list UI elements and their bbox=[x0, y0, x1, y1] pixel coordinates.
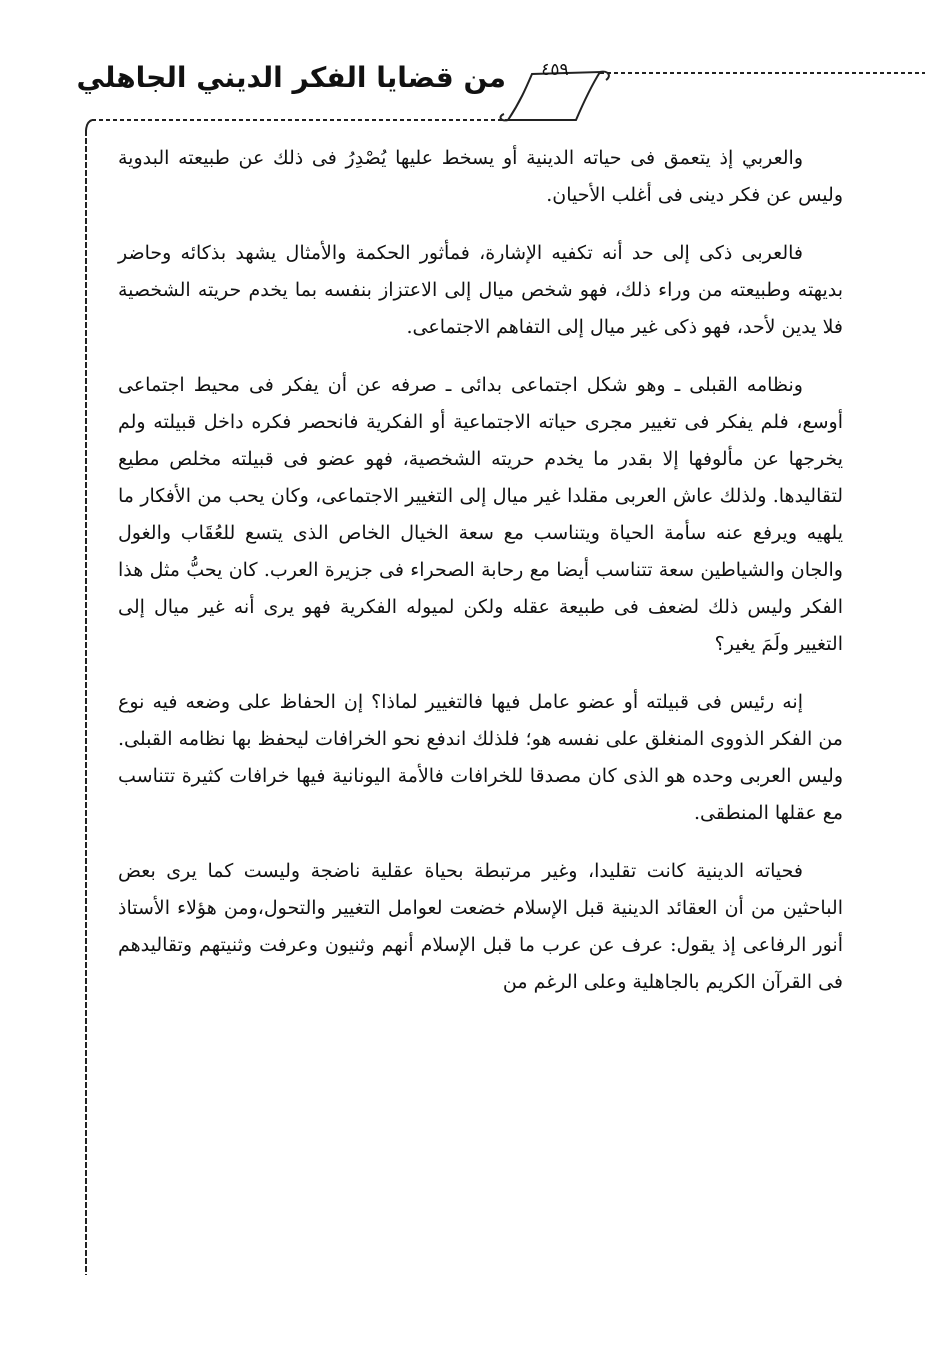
scroll-curl-bottom bbox=[501, 114, 508, 120]
left-border-rule bbox=[80, 130, 94, 1280]
paragraph: إنه رئيس فى قبيلته أو عضو عامل فيها فالتغيير لماذا؟ إن الحفاظ على وضعه فيه نوع من الفكر الذووى المنغلق على نفسه هو؛ فلذلك اندفع نحو الخرافات ليحفظ بها نظامه القبلى. وليس العربى وحده هو الذى كان مصدقا للخرافات فالأمة اليونانية فيها خرافات كثيرة تتناسب مع عقلها المنطقى. bbox=[118, 691, 843, 824]
border-corner bbox=[86, 120, 92, 130]
paragraph: ونظامه القبلى ـ وهو شكل اجتماعى بدائى ـ صرفه عن أن يفكر فى محيط اجتماعى أوسع، فلم يفكر فى تغيير مجرى حياته الاجتماعية أو الفكرية فانحصر فكره داخل قبيلته ولم يخرجها عن مألوفها إلا بقدر ما يخدم حريته الشخصية، فهو عضو فى قبيلته مخلص مطيع لتقاليدها. ولذلك عاش العربى مقلدا غير ميال إلى التغيير الاجتماعى، وكان يحب من الأفكار ما يلهيه ويرفع عنه سأمة الحياة ويتناسب مع سعة الخيال الخاص الذى يتسع للعُقَاب والغول والجان والشياطين سعة تتناسب أيضا مع رحابة الصحراء فى جزيرة العرب. كان يحبُّ مثل هذا الفكر وليس ذلك لضعف فى طبيعة عقله ولكن لميوله الفكرية فهو يرى أنه غير ميال إلى التغيير ولَمَ يغير؟ bbox=[118, 374, 843, 655]
paragraph: فحياته الدينية كانت تقليدا، وغير مرتبطة بحياة عقلية ناضجة وليست كما يرى بعض الباحثين من أن العقائد الدينية قبل الإسلام خضعت لعوامل التغيير والتحول،ومن هؤلاء الأستاذ أنور الرفاعى إذ يقول: عرف عن عرب ما قبل الإسلام أنهم وثنيون وعرفت وثنيتهم وتقاليدهم فى القرآن الكريم بالجاهلية وعلى الرغم من bbox=[118, 860, 843, 993]
page-header bbox=[0, 40, 925, 120]
running-title: من قضايا الفكر الديني الجاهلي bbox=[76, 61, 506, 94]
body-text bbox=[118, 140, 843, 1022]
paragraph: والعربي إذ يتعمق فى حياته الدينية أو يسخط عليها يُصْدِرُ فى ذلك عن طبيعته البدوية وليس عن فكر دينى فى أغلب الأحيان. bbox=[118, 147, 843, 206]
paragraph: فالعربى ذكى إلى حد أنه تكفيه الإشارة، فمأثور الحكمة والأمثال يشهد بذكائه وحاضر بديهته وطبيعته من وراء ذلك، فهو شخص ميال إلى الاعتزاز بنفسه بما يخدم حريته الشخصية فلا يدين لأحد، فهو ذكى غير ميال إلى التفاهم الاجتماعى. bbox=[118, 242, 843, 338]
page-number: ٤٥٩ bbox=[541, 60, 569, 80]
